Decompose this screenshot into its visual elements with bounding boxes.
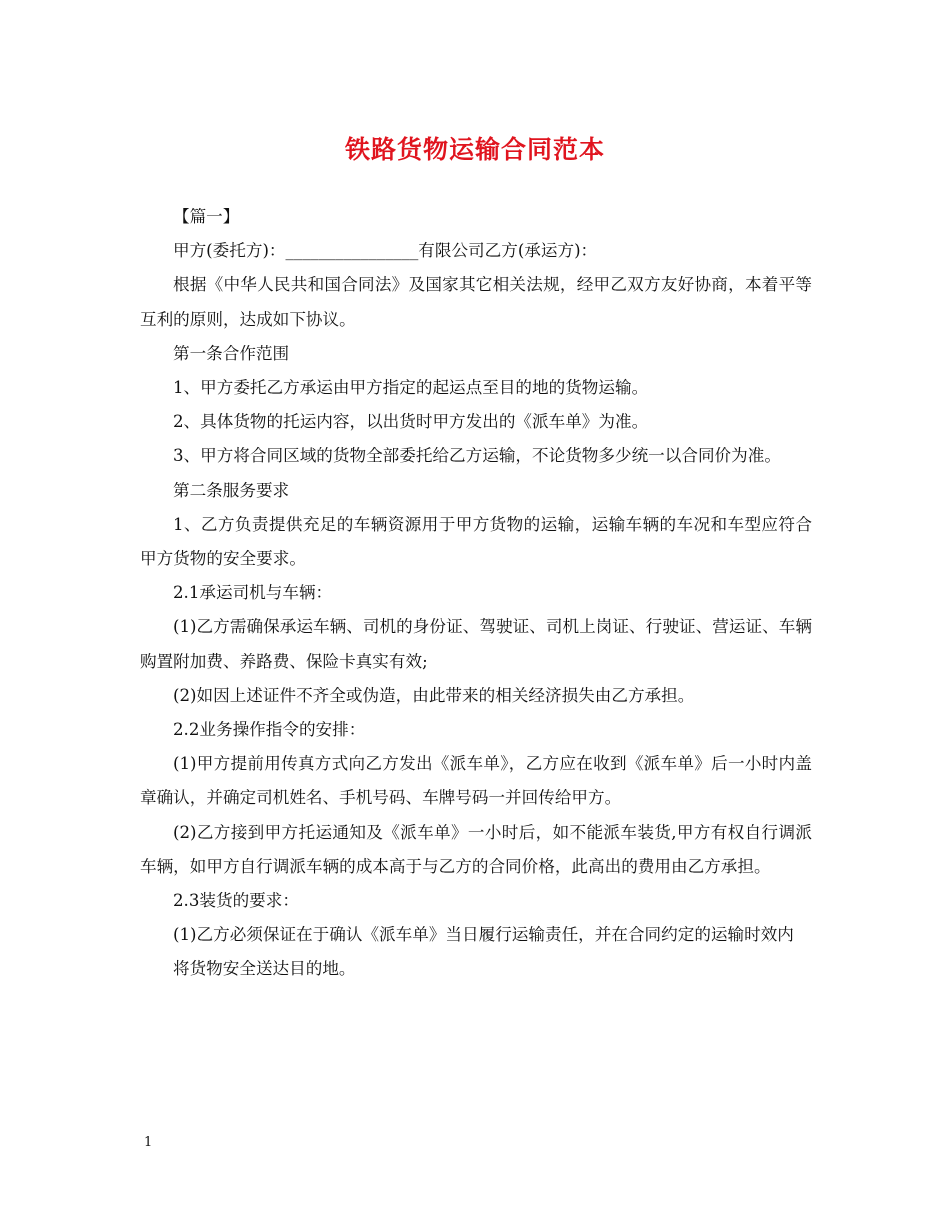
paragraph-clause-2-3-item-1: (1)乙方必须保证在于确认《派车单》当日履行运输责任，并在合同约定的运输时效内: [173, 925, 794, 945]
paragraph-article-2-item-1: 1、乙方负责提供充足的车辆资源用于甲方货物的运输，运输车辆的车况和车型应符合甲方货物的安全要求。: [140, 514, 812, 569]
page-number: 1: [144, 1135, 153, 1150]
paragraph-article-2-heading: 第二条服务要求: [173, 480, 290, 500]
paragraph-clause-2-2-item-2: (2)乙方接到甲方托运通知及《派车单》一小时后，如不能派车装货,甲方有权自行调派车辆，如甲方自行调派车辆的成本高于与乙方的合同价格，此高出的费用由乙方承担。: [140, 822, 812, 876]
document-body: [140, 200, 812, 987]
paragraph-article-1-heading: 第一条合作范围: [173, 343, 290, 363]
paragraph-clause-2-1-item-1: (1)乙方需确保承运车辆、司机的身份证、驾驶证、司机上岗证、行驶证、营运证、车辆购置附加费、养路费、保险卡真实有效;: [140, 617, 812, 671]
paragraph-clause-2-3: 2.3装货的要求：: [173, 891, 299, 911]
paragraph-clause-2-1: 2.1承运司机与车辆：: [173, 583, 333, 603]
paragraph-clause-2-3-continuation: 将货物安全送达目的地。: [173, 959, 356, 979]
paragraph-clause-2-1-item-2: (2)如因上述证件不齐全或伪造，由此带来的相关经济损失由乙方承担。: [173, 685, 695, 705]
paragraph-clause-2-2-item-1: (1)甲方提前用传真方式向乙方发出《派车单》，乙方应在收到《派车单》后一小时内盖章确认，并确定司机姓名、手机号码、车牌号码一并回传给甲方。: [140, 754, 812, 808]
paragraph-parties: 甲方(委托方)：________________有限公司乙方(承运方)：: [173, 241, 598, 261]
paragraph-article-1-item-1: 1、甲方委托乙方承运由甲方指定的起运点至目的地的货物运输。: [173, 378, 649, 398]
paragraph-article-1-item-2: 2、具体货物的托运内容，以出货时甲方发出的《派车单》为准。: [173, 412, 649, 432]
paragraph-preamble: 根据《中华人民共和国合同法》及国家其它相关法规，经甲乙双方友好协商，本着平等互利的原则，达成如下协议。: [140, 275, 812, 329]
paragraph-article-1-item-3: 3、甲方将合同区域的货物全部委托给乙方运输，不论货物多少统一以合同价为准。: [173, 446, 781, 466]
document-title: 铁路货物运输合同范本: [344, 135, 605, 164]
paragraph-section-heading: 【篇一】: [173, 207, 240, 226]
paragraph-clause-2-2: 2.2业务操作指令的安排：: [173, 720, 366, 740]
